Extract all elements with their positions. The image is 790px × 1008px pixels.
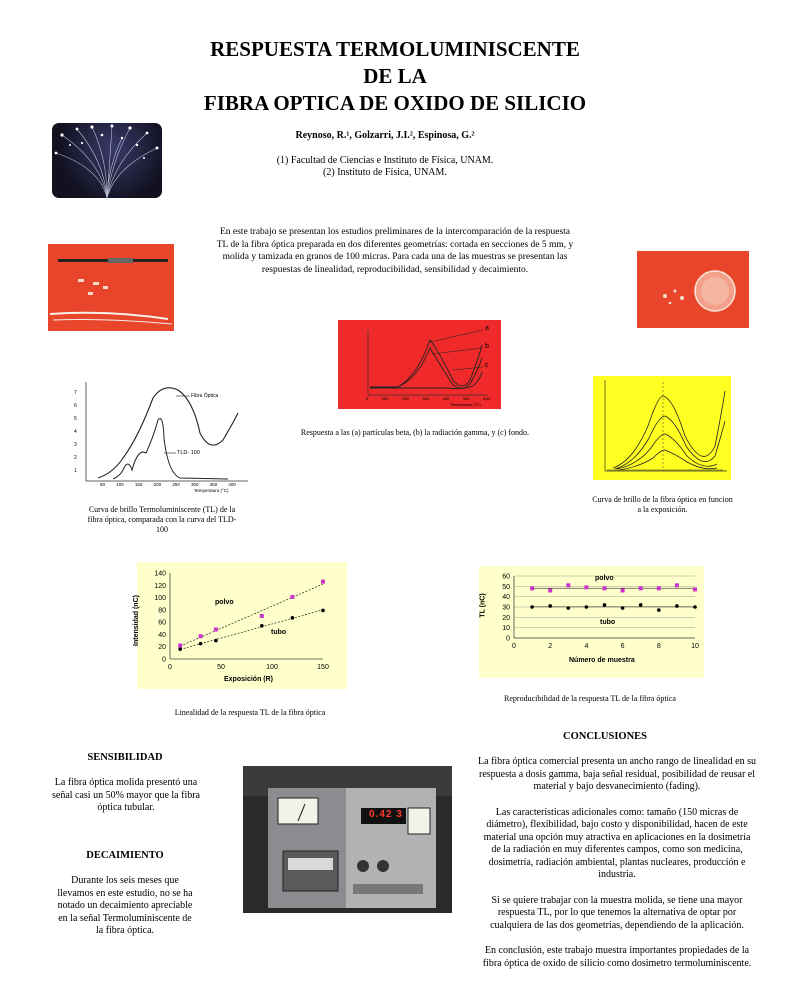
data-point-tubo (603, 603, 607, 607)
data-point-polvo (260, 614, 264, 618)
data-point-polvo (178, 643, 182, 647)
y-tick-label: 0 (506, 635, 510, 643)
data-point-tubo (260, 624, 264, 628)
y-tick: 6 (74, 403, 77, 409)
red-chart-label-c: c (485, 362, 489, 369)
y-tick-label: 20 (502, 614, 510, 622)
exposure-glow-curve-chart (593, 376, 731, 480)
title-line-2: DE LA (363, 64, 427, 88)
data-point-polvo (290, 595, 294, 599)
title-line-1: RESPUESTA TERMOLUMINISCENTE (210, 37, 580, 61)
conclusiones-heading: CONCLUSIONES (562, 731, 648, 742)
x-tick-label: 10 (691, 643, 699, 650)
x-tick-label: 150 (317, 664, 329, 671)
instrument-display-readout: 0.42 3 (369, 809, 403, 820)
data-point-tubo (567, 606, 571, 610)
data-point-polvo (675, 583, 679, 587)
y-tick-label: 140 (154, 570, 166, 578)
conclusiones-body (478, 756, 756, 983)
y-tick-label: 100 (154, 595, 166, 603)
y-tick-label: 0 (162, 656, 166, 664)
y-tick-label: 40 (502, 594, 510, 602)
x-tick: 300 (422, 396, 430, 401)
caption-linearity: Linealidad de la respuesta TL de la fibra óptica (174, 708, 326, 717)
data-point-tubo (639, 603, 643, 607)
tld-chart-y-ticks (74, 390, 77, 474)
reproducibility-series-polvo: polvo (595, 575, 614, 582)
data-point-tubo (321, 609, 325, 613)
x-tick: 150 (134, 482, 143, 487)
conclusion-paragraph-3: Si se quiere trabajar con la muestra molida, se tiene una mayor respuesta TL, por lo que tenemos la alternativa de optar por cualquiera de las dos geometrías, dependiendo de la aplicación. (490, 894, 744, 931)
data-point-polvo (566, 583, 570, 587)
linearity-series-tubo: tubo (271, 629, 287, 636)
y-tick-label: 10 (502, 625, 510, 633)
fiber-optic-photo (52, 123, 162, 198)
x-tick: 250 (172, 482, 180, 487)
x-tick-label: 2 (548, 643, 553, 650)
y-tick-label: 60 (158, 619, 166, 627)
data-point-tubo (199, 642, 203, 646)
y-tick-label: 120 (154, 582, 166, 590)
decaimiento-text: Durante los seis meses que llevamos en este estudio, no se ha notado un decaimiento apreciable en la señal Termoluminiscente de la fibra óptica. (57, 875, 193, 936)
tld-chart-xlabel: Temperatura (°C) (194, 488, 229, 493)
x-tick-label: 50 (217, 664, 225, 671)
sensibilidad-heading: SENSIBILIDAD (87, 752, 163, 763)
data-point-polvo (639, 586, 643, 590)
decaimiento-heading: DECAIMIENTO (86, 850, 164, 861)
data-point-tubo (291, 616, 295, 620)
y-tick-label: 50 (502, 583, 510, 591)
y-tick: 3 (74, 442, 77, 448)
data-point-polvo (199, 634, 203, 638)
authors: Reynoso, R.¹, Golzarri, J.I.², Espinosa, G.² (295, 130, 475, 141)
red-chart-label-b: b (485, 343, 489, 350)
conclusion-paragraph-4: En conclusión, este trabajo muestra importantes propiedades de la fibra óptica de oxido de silicio como dosimetro termoluminiscente. (482, 945, 752, 969)
y-tick-label: 40 (158, 631, 166, 639)
conclusion-paragraph-2: Las características adicionales como: tamaño (150 micras de diámetro), flexibilidad, bajo costo y disponibilidad, hacen de este material una opción muy atractiva en aplicaciones en la dosimetría de la radiación en muy diferentes campos, como son medicina, dosimetría, radiación ambiental, plantas nucleares, producción e industria. (483, 806, 751, 880)
data-point-polvo (657, 586, 661, 590)
data-point-tubo (675, 604, 679, 608)
data-point-tubo (178, 647, 182, 651)
x-tick: 600 (483, 396, 490, 401)
caption-reproducibility: Reproducibilidad de la respuesta TL de la fibra óptica (504, 694, 676, 703)
reproducibility-chart (479, 566, 704, 678)
x-tick: 350 (209, 482, 218, 487)
data-point-polvo (214, 628, 218, 632)
x-tick: 50 (100, 482, 106, 487)
x-tick: 100 (381, 396, 389, 401)
data-point-tubo (548, 604, 552, 608)
x-tick: 0 (366, 396, 369, 401)
data-point-tubo (621, 606, 625, 610)
x-tick-label: 100 (266, 664, 278, 671)
y-tick: 1 (74, 468, 77, 474)
red-glow-curve-chart (338, 320, 501, 409)
caption-exposure: Curva de brillo de la fibra óptica en funcion a la exposición. (592, 495, 733, 514)
data-point-polvo (584, 585, 588, 589)
x-tick-label: 0 (168, 664, 172, 671)
data-point-tubo (657, 608, 661, 612)
cut-fiber-photo (48, 244, 174, 331)
data-point-polvo (530, 586, 534, 590)
data-point-polvo (321, 580, 325, 584)
tld-chart-x-ticks (100, 482, 236, 487)
y-tick-label: 80 (158, 607, 166, 615)
x-tick: 100 (116, 482, 124, 487)
data-point-tubo (693, 605, 697, 609)
data-point-polvo (693, 587, 697, 591)
data-point-tubo (585, 605, 589, 609)
x-tick: 200 (402, 396, 409, 401)
red-chart-label-a: a (485, 325, 489, 332)
y-tick-label: 20 (158, 644, 166, 652)
data-point-tubo (214, 639, 218, 643)
x-tick: 500 (462, 396, 470, 401)
reproducibility-xlabel: Número de muestra (569, 657, 635, 664)
title-line-3: FIBRA OPTICA DE OXIDO DE SILICIO (203, 91, 587, 115)
data-point-polvo (603, 586, 607, 590)
x-tick-label: 0 (512, 643, 516, 650)
poster-title (0, 36, 790, 117)
tld-glow-curve-chart (68, 378, 250, 496)
y-tick-label: 30 (502, 604, 510, 612)
affiliation-1: (1) Facultad de Ciencias e Instituto de Física, UNAM. (276, 155, 494, 166)
x-tick: 400 (228, 482, 236, 487)
tld-chart-label-tld: TLD- 100 (177, 450, 200, 456)
tl-reader-instrument-photo (243, 766, 452, 913)
linearity-series-polvo: polvo (215, 599, 234, 606)
linearity-plot (137, 562, 347, 689)
y-tick: 2 (74, 455, 77, 461)
linearity-ylabel: Intensidad (nC) (132, 595, 140, 646)
y-tick: 7 (74, 390, 77, 396)
data-point-polvo (548, 588, 552, 592)
x-tick: 300 (191, 482, 199, 487)
x-tick: 200 (153, 482, 162, 487)
x-tick-label: 6 (620, 643, 625, 650)
y-tick-label: 60 (502, 573, 510, 581)
sensibilidad-text: La fibra óptica molida presentó una señal casi un 50% mayor que la fibra óptica tubular. (51, 777, 200, 813)
reproducibility-series-tubo: tubo (600, 619, 616, 626)
affiliations (200, 155, 570, 179)
x-tick-label: 8 (656, 643, 661, 650)
red-chart-xlabel: Temperatura (°C) (450, 402, 481, 407)
caption-red-glow: Respuesta a las (a) partículas beta, (b) la radiación gamma, y (c) fondo. (300, 428, 530, 437)
y-tick: 4 (74, 429, 77, 435)
affiliation-2: (2) Instituto de Física, UNAM. (323, 167, 447, 178)
linearity-xlabel: Exposición (R) (224, 676, 274, 683)
conclusion-paragraph-1: La fibra óptica comercial presenta un ancho rango de linealidad en su respuesta a dosis gamma, baja señal residual, posibilidad de reusar el material y bajo desvanecimiento (fading). (478, 756, 756, 792)
x-tick-label: 4 (584, 643, 589, 650)
x-tick: 400 (442, 396, 450, 401)
tld-chart-label-fibra: Fibra Óptica (191, 393, 219, 399)
powder-sample-photo (637, 251, 749, 328)
intro-paragraph: En este trabajo se presentan los estudios preliminares de la intercomparación de la respuesta TL de la fibra óptica preparada en dos diferentes geometrías: cortada en secciones de 5 mm, y molida y tamizada en granos de 100 micras. Para cada una de las muestras se presentan las respuestas de linealidad, reproducibilidad, sensibilidad y decaimiento. (216, 227, 574, 275)
caption-tld: Curva de brillo Termoluminiscente (TL) de la fibra óptica, comparada con la curva del TLD-100 (87, 505, 237, 534)
red-chart-x-ticks (366, 396, 490, 401)
data-point-polvo (621, 588, 625, 592)
linearity-chart (132, 562, 347, 689)
y-tick: 5 (74, 416, 77, 422)
reproducibility-ylabel: TL (nC) (479, 593, 487, 618)
data-point-tubo (530, 605, 534, 609)
